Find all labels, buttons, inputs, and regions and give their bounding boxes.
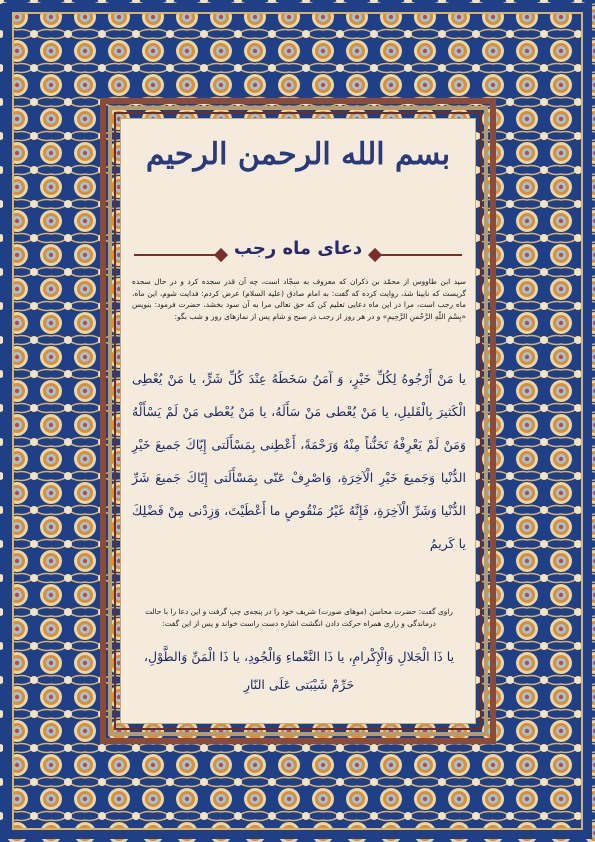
- dua-text: یا مَنْ أَرْجُوهُ لِكُلِّ خَیْرٍ، وَ آمَنُ سَخَطَهُ عِنْدَ كُلِّ شَرٍّ، یا مَنْ یُعْطِی الْكَثیرَ بِالْقَلیلِ، یا مَنْ یُعْطی مَنْ سَأَلَهُ، یا مَنْ یُعْطی مَنْ لَمْ یَسْأَلْهُ وَمَنْ لَمْ یَعْرِفْهُ تَحَنُّناً مِنْهُ وَرَحْمَةً، أَعْطِنی بِمَسْأَلَتی إِیّاكَ جَمیعَ خَیْرِ الدُّنْیا وَجَمیعَ خَیْرِ الْآخِرَةِ، وَاصْرِفْ عَنّی بِمَسْأَلَتی إِیّاكَ جَمیعَ شَرِّ الدُّنْیا وَشَرِّ الْآخِرَةِ، فَإِنَّهُ غَیْرُ مَنْقُوصٍ ما أَعْطَیْتَ، وَزِدْنی مِنْ فَضْلِكَ یا كَریمُ: [132, 371, 466, 551]
- title-ornament-left: [214, 248, 228, 262]
- page-title: دعای ماه رجب: [233, 238, 363, 259]
- closing-dua-text: یا ذَا الْجَلالِ وَالْإِكْرامِ، یا ذَا النَّعْماءِ وَالْجُودِ، یا ذَا الْمَنِّ وَالطَّوْلِ، حَرِّمْ شَیْبَتی عَلَی النّارِ: [143, 649, 455, 692]
- title-row: [134, 238, 462, 272]
- bismillah-calligraphy: بسم الله الرحمن الرحيم: [145, 137, 451, 172]
- title-rule-left: [134, 254, 222, 256]
- title-rule-right: [374, 254, 462, 256]
- intro-paragraph: سید ابن طاووس از محمّد بن ذکران که معروف به سجّاد است، چه آن قدر سجده کرد و در حال سجده گریست که نابینا شد، روایت کرده که گفت: به امام صادق (علیه السلام) عرض کردم: فدایت شوم، این ماه، ماه رجب است، مرا در این ماه دعایی تعلیم کن که حق تعالی مرا به آن سود بخشد، حضرت فرمود: بنویس «بِسْمِ اللّهِ الرَّحْمنِ الرَّحِیمِ» و در هر روز از رجب در صبح و شام پس از نمازهای روز و شب بگو:: [132, 277, 466, 321]
- narration-paragraph: راوی گفت: حضرت محاسن (موهای صورت) شریف خود را در پنجه‌ی چپ گرفت و این دعا را با حالت درماندگی و زاری همراه حرکت دادن انگشت اشاره دست راست خواند و پس از این گفت:: [145, 607, 453, 628]
